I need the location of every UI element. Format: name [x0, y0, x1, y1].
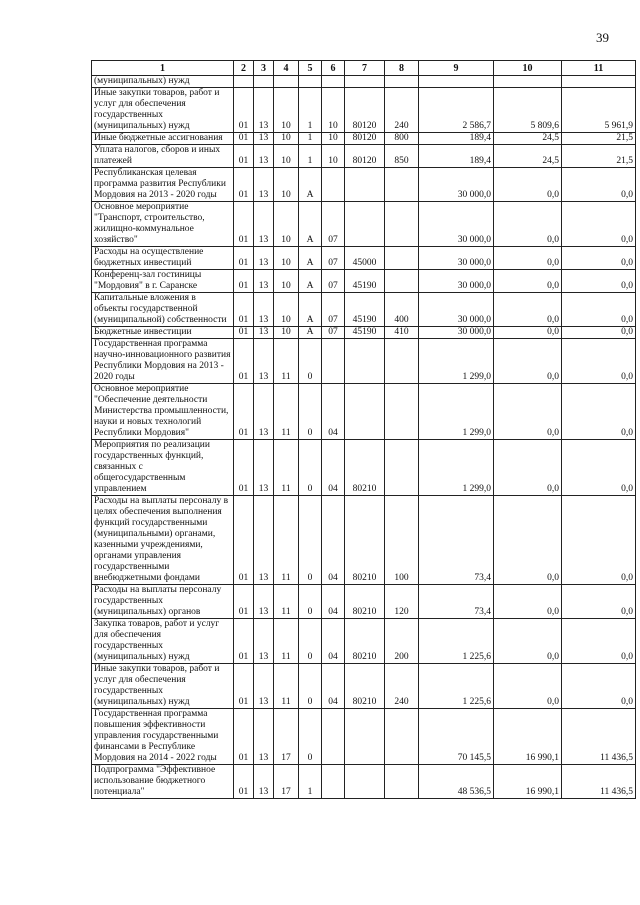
column-header: 10 [494, 61, 562, 76]
amount-col10: 0,0 [494, 247, 562, 270]
amount-col11: 0,0 [562, 247, 636, 270]
code-direction: 80210 [345, 619, 385, 664]
code-direction [345, 76, 385, 88]
row-name: Конференц-зал гостиницы "Мордовия" в г. Саранске [92, 270, 234, 293]
code-subprogram [299, 76, 322, 88]
table-row [92, 585, 636, 619]
code-expense-type: 200 [385, 619, 419, 664]
column-header: 4 [274, 61, 299, 76]
code-subsection: 13 [254, 202, 274, 247]
amount-col10: 0,0 [494, 619, 562, 664]
code-event [322, 339, 345, 384]
amount-col11: 0,0 [562, 496, 636, 585]
table-row [92, 709, 636, 765]
code-subprogram: А [299, 270, 322, 293]
amount-col9: 2 586,7 [419, 88, 494, 133]
amount-col10: 16 990,1 [494, 765, 562, 799]
table-row [92, 270, 636, 293]
code-event: 04 [322, 585, 345, 619]
amount-col9: 73,4 [419, 496, 494, 585]
table-row [92, 76, 636, 88]
amount-col10: 24,5 [494, 145, 562, 168]
row-name: Иные закупки товаров, работ и услуг для обеспечения государственных (муниципальных) нужд [92, 88, 234, 133]
row-name: Республиканская целевая программа развития Республики Мордовия на 2013 - 2020 годы [92, 168, 234, 202]
amount-col9: 30 000,0 [419, 327, 494, 339]
code-section: 01 [234, 293, 254, 327]
amount-col9: 30 000,0 [419, 247, 494, 270]
code-program: 11 [274, 664, 299, 709]
code-program: 10 [274, 270, 299, 293]
code-subprogram: 0 [299, 440, 322, 496]
amount-col11: 0,0 [562, 384, 636, 440]
code-event: 10 [322, 88, 345, 133]
row-name: Бюджетные инвестиции [92, 327, 234, 339]
header-row [92, 61, 636, 76]
table-row [92, 664, 636, 709]
amount-col9: 30 000,0 [419, 168, 494, 202]
code-expense-type: 240 [385, 88, 419, 133]
amount-col10: 16 990,1 [494, 709, 562, 765]
code-subprogram: А [299, 327, 322, 339]
code-direction: 80210 [345, 664, 385, 709]
code-subsection: 13 [254, 293, 274, 327]
code-subsection: 13 [254, 384, 274, 440]
code-program: 10 [274, 293, 299, 327]
code-expense-type [385, 247, 419, 270]
amount-col9: 73,4 [419, 585, 494, 619]
code-program: 10 [274, 327, 299, 339]
table-row [92, 496, 636, 585]
amount-col10 [494, 76, 562, 88]
table-row [92, 339, 636, 384]
table-row [92, 440, 636, 496]
code-expense-type: 400 [385, 293, 419, 327]
code-section: 01 [234, 440, 254, 496]
code-direction: 80120 [345, 145, 385, 168]
code-direction: 45000 [345, 247, 385, 270]
code-direction [345, 765, 385, 799]
amount-col11: 0,0 [562, 619, 636, 664]
code-program: 17 [274, 709, 299, 765]
amount-col9 [419, 76, 494, 88]
amount-col10: 0,0 [494, 496, 562, 585]
code-subprogram: 0 [299, 339, 322, 384]
code-direction: 45190 [345, 293, 385, 327]
code-subprogram: 1 [299, 88, 322, 133]
code-subprogram: А [299, 168, 322, 202]
code-event: 07 [322, 202, 345, 247]
amount-col9: 1 299,0 [419, 384, 494, 440]
code-expense-type [385, 76, 419, 88]
code-expense-type [385, 202, 419, 247]
table-row [92, 619, 636, 664]
code-direction: 80210 [345, 585, 385, 619]
row-name: Расходы на выплаты персоналу в целях обеспечения выполнения функций государственными (муниципальными) органами, казенными учреждениями, органами управления государственными внебюджетными фондами [92, 496, 234, 585]
column-header: 7 [345, 61, 385, 76]
code-subprogram: 0 [299, 709, 322, 765]
code-section: 01 [234, 765, 254, 799]
amount-col11 [562, 76, 636, 88]
amount-col11: 0,0 [562, 440, 636, 496]
budget-table [91, 60, 636, 799]
amount-col10: 0,0 [494, 168, 562, 202]
amount-col11: 21,5 [562, 145, 636, 168]
code-subprogram: А [299, 202, 322, 247]
amount-col10: 0,0 [494, 664, 562, 709]
code-expense-type [385, 168, 419, 202]
amount-col10: 0,0 [494, 270, 562, 293]
code-expense-type [385, 384, 419, 440]
code-subsection: 13 [254, 709, 274, 765]
code-subsection: 13 [254, 88, 274, 133]
code-section: 01 [234, 585, 254, 619]
code-direction: 80120 [345, 133, 385, 145]
amount-col9: 1 225,6 [419, 619, 494, 664]
table-row [92, 327, 636, 339]
row-name: Уплата налогов, сборов и иных платежей [92, 145, 234, 168]
table-row [92, 247, 636, 270]
column-header: 6 [322, 61, 345, 76]
code-expense-type: 850 [385, 145, 419, 168]
amount-col11: 0,0 [562, 585, 636, 619]
code-subprogram: 0 [299, 585, 322, 619]
amount-col11: 11 436,5 [562, 709, 636, 765]
amount-col10: 24,5 [494, 133, 562, 145]
amount-col9: 189,4 [419, 133, 494, 145]
code-subprogram: 1 [299, 765, 322, 799]
amount-col10: 0,0 [494, 202, 562, 247]
amount-col9: 30 000,0 [419, 202, 494, 247]
code-direction: 80210 [345, 496, 385, 585]
code-event: 04 [322, 440, 345, 496]
code-direction: 45190 [345, 327, 385, 339]
row-name: Основное мероприятие "Обеспечение деятельности Министерства промышленности, науки и новых технологий Республики Мордовия" [92, 384, 234, 440]
code-section: 01 [234, 270, 254, 293]
amount-col11: 0,0 [562, 202, 636, 247]
code-section: 01 [234, 327, 254, 339]
code-section: 01 [234, 384, 254, 440]
code-expense-type [385, 709, 419, 765]
code-subsection: 13 [254, 765, 274, 799]
row-name: Мероприятия по реализации государственных функций, связанных с общегосударственным управлением [92, 440, 234, 496]
code-subsection: 13 [254, 585, 274, 619]
column-header: 11 [562, 61, 636, 76]
code-direction: 80210 [345, 440, 385, 496]
row-name: Государственная программа научно-инновационного развития Республики Мордовия на 2013 - 2020 годы [92, 339, 234, 384]
amount-col10: 5 809,6 [494, 88, 562, 133]
code-expense-type: 120 [385, 585, 419, 619]
code-direction: 80120 [345, 88, 385, 133]
code-program: 10 [274, 133, 299, 145]
row-name: (муниципальных) нужд [92, 76, 234, 88]
code-program: 10 [274, 88, 299, 133]
amount-col10: 0,0 [494, 339, 562, 384]
column-header: 1 [92, 61, 234, 76]
code-subprogram: 0 [299, 664, 322, 709]
code-program: 11 [274, 585, 299, 619]
code-section: 01 [234, 202, 254, 247]
amount-col11: 0,0 [562, 327, 636, 339]
amount-col10: 0,0 [494, 585, 562, 619]
code-program: 11 [274, 384, 299, 440]
amount-col11: 0,0 [562, 664, 636, 709]
code-program: 10 [274, 202, 299, 247]
amount-col11: 11 436,5 [562, 765, 636, 799]
code-expense-type: 240 [385, 664, 419, 709]
code-section: 01 [234, 709, 254, 765]
code-program: 11 [274, 339, 299, 384]
column-header: 3 [254, 61, 274, 76]
code-program [274, 76, 299, 88]
table-row [92, 202, 636, 247]
code-section: 01 [234, 168, 254, 202]
code-event: 10 [322, 145, 345, 168]
code-direction [345, 339, 385, 384]
amount-col11: 0,0 [562, 339, 636, 384]
amount-col9: 48 536,5 [419, 765, 494, 799]
code-program: 11 [274, 440, 299, 496]
code-direction [345, 168, 385, 202]
row-name: Иные закупки товаров, работ и услуг для обеспечения государственных (муниципальных) нужд [92, 664, 234, 709]
column-header: 5 [299, 61, 322, 76]
table-row [92, 133, 636, 145]
code-event [322, 709, 345, 765]
code-subsection: 13 [254, 145, 274, 168]
amount-col11: 5 961,9 [562, 88, 636, 133]
table-row [92, 293, 636, 327]
amount-col11: 0,0 [562, 270, 636, 293]
code-program: 11 [274, 496, 299, 585]
code-section: 01 [234, 145, 254, 168]
code-expense-type [385, 270, 419, 293]
code-subsection: 13 [254, 496, 274, 585]
code-subsection: 13 [254, 339, 274, 384]
code-section: 01 [234, 619, 254, 664]
amount-col9: 1 299,0 [419, 440, 494, 496]
amount-col11: 0,0 [562, 293, 636, 327]
code-subsection: 13 [254, 168, 274, 202]
code-subprogram: 0 [299, 619, 322, 664]
code-expense-type [385, 440, 419, 496]
code-expense-type: 410 [385, 327, 419, 339]
table-row [92, 765, 636, 799]
code-event [322, 168, 345, 202]
code-subprogram: А [299, 293, 322, 327]
code-expense-type [385, 339, 419, 384]
amount-col10: 0,0 [494, 384, 562, 440]
code-section [234, 76, 254, 88]
code-subsection: 13 [254, 440, 274, 496]
code-section: 01 [234, 339, 254, 384]
code-expense-type: 800 [385, 133, 419, 145]
amount-col9: 1 299,0 [419, 339, 494, 384]
table-row [92, 168, 636, 202]
row-name: Капитальные вложения в объекты государственной (муниципальной) собственности [92, 293, 234, 327]
code-subsection [254, 76, 274, 88]
code-section: 01 [234, 496, 254, 585]
code-program: 10 [274, 145, 299, 168]
code-subsection: 13 [254, 327, 274, 339]
code-event: 10 [322, 133, 345, 145]
code-event: 04 [322, 496, 345, 585]
amount-col11: 0,0 [562, 168, 636, 202]
code-program: 11 [274, 619, 299, 664]
code-expense-type: 100 [385, 496, 419, 585]
code-direction [345, 384, 385, 440]
amount-col10: 0,0 [494, 293, 562, 327]
row-name: Расходы на осуществление бюджетных инвестиций [92, 247, 234, 270]
column-header: 9 [419, 61, 494, 76]
row-name: Расходы на выплаты персоналу государственных (муниципальных) органов [92, 585, 234, 619]
table-row [92, 384, 636, 440]
code-section: 01 [234, 247, 254, 270]
amount-col10: 0,0 [494, 327, 562, 339]
code-program: 17 [274, 765, 299, 799]
amount-col11: 21,5 [562, 133, 636, 145]
code-subprogram: 1 [299, 145, 322, 168]
amount-col9: 189,4 [419, 145, 494, 168]
code-section: 01 [234, 664, 254, 709]
code-subprogram: 1 [299, 133, 322, 145]
column-header: 2 [234, 61, 254, 76]
code-subsection: 13 [254, 247, 274, 270]
code-program: 10 [274, 168, 299, 202]
code-subsection: 13 [254, 664, 274, 709]
row-name: Закупка товаров, работ и услуг для обеспечения государственных (муниципальных) нужд [92, 619, 234, 664]
amount-col9: 70 145,5 [419, 709, 494, 765]
code-subsection: 13 [254, 133, 274, 145]
code-section: 01 [234, 133, 254, 145]
code-event: 04 [322, 384, 345, 440]
code-program: 10 [274, 247, 299, 270]
code-event: 07 [322, 293, 345, 327]
code-event: 07 [322, 327, 345, 339]
page-number: 39 [596, 30, 609, 45]
row-name: Государственная программа повышения эффективности управления государственными финансами в Республике Мордовия на 2014 - 2022 годы [92, 709, 234, 765]
code-event: 04 [322, 619, 345, 664]
code-event: 07 [322, 270, 345, 293]
code-subsection: 13 [254, 270, 274, 293]
code-subprogram: 0 [299, 384, 322, 440]
code-event: 04 [322, 664, 345, 709]
code-event [322, 765, 345, 799]
row-name: Подпрограмма "Эффективное использование бюджетного потенциала" [92, 765, 234, 799]
code-direction [345, 202, 385, 247]
code-subprogram: 0 [299, 496, 322, 585]
table-row [92, 145, 636, 168]
code-section: 01 [234, 88, 254, 133]
row-name: Иные бюджетные ассигнования [92, 133, 234, 145]
code-expense-type [385, 765, 419, 799]
code-event: 07 [322, 247, 345, 270]
table-row [92, 88, 636, 133]
amount-col10: 0,0 [494, 440, 562, 496]
column-header: 8 [385, 61, 419, 76]
code-subprogram: А [299, 247, 322, 270]
amount-col9: 1 225,6 [419, 664, 494, 709]
row-name: Основное мероприятие "Транспорт, строительство, жилищно-коммунальное хозяйство" [92, 202, 234, 247]
amount-col9: 30 000,0 [419, 293, 494, 327]
code-subsection: 13 [254, 619, 274, 664]
code-direction [345, 709, 385, 765]
code-event [322, 76, 345, 88]
code-direction: 45190 [345, 270, 385, 293]
amount-col9: 30 000,0 [419, 270, 494, 293]
